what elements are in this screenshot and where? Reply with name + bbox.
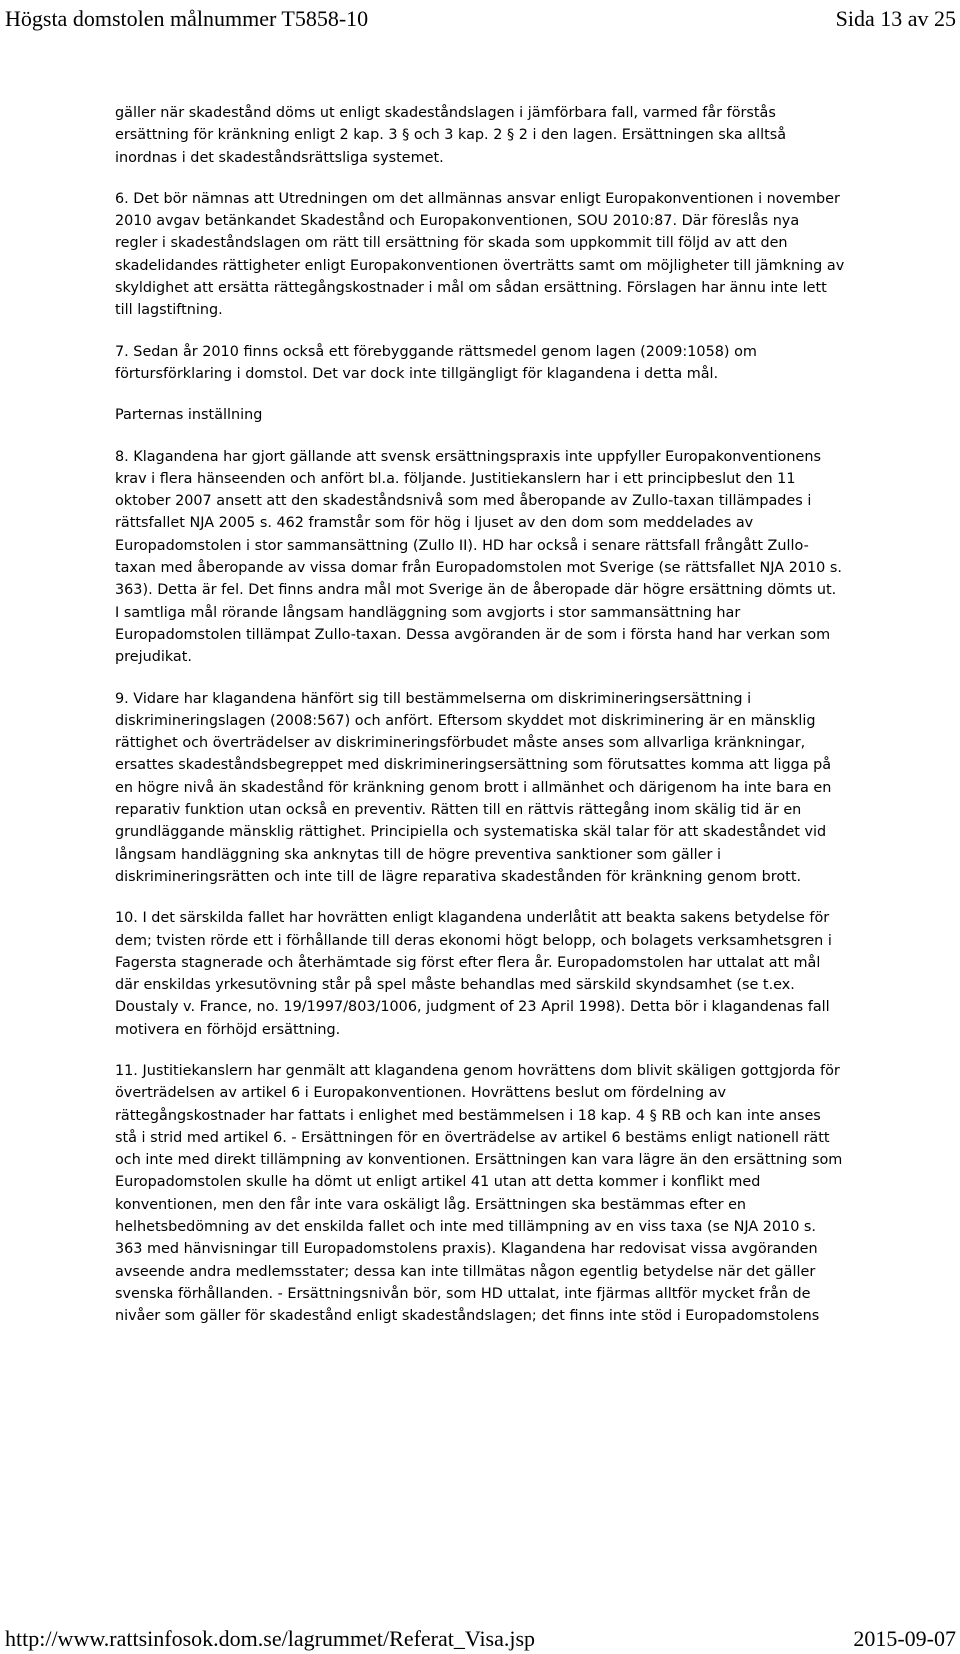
- paragraph-8: 8. Klagandena har gjort gällande att svensk ersättningspraxis inte uppfyller Europakonventionens krav i flera hänseenden och anfört bl.a. följande. Justitiekanslern har i ett principbeslut den 11 oktober 2007 ansett att den skadeståndsnivå som med åberopande av Zullo-taxan tillämpades i rättsfallet NJA 2005 s. 462 framstår som för hög i ljuset av den dom som meddelades av Europadomstolen i stor sammansättning (Zullo II). HD har också i senare rättsfall frångått Zullo-taxan med åberopande av vissa domar från Europadomstolen mot Sverige (se rättsfallet NJA 2010 s. 363). Detta är fel. Det finns andra mål mot Sverige än de åberopade där högre ersättning dömts ut. I samtliga mål rörande långsam handläggning som avgjorts i stor sammansättning har Europadomstolen tillämpat Zullo-taxan. Dessa avgöranden är de som i första hand har verkan som prejudikat.: [115, 448, 842, 666]
- paragraph-6: 6. Det bör nämnas att Utredningen om det allmännas ansvar enligt Europakonventionen i november 2010 avgav betänkandet Skadestånd och Europakonventionen, SOU 2010:87. Där föreslås nya regler i skadeståndslagen om rätt till ersättning för skada som uppkommit till följd av att den skadelidandes rättigheter enligt Europakonventionen överträtts samt om möjligheter till jämkning av skyldighet att ersätta rättegångskostnader i mål om sådan ersättning. Förslagen har ännu inte lett till lagstiftning.: [115, 190, 845, 319]
- document-title: Högsta domstolen målnummer T5858-10: [5, 6, 369, 31]
- page-indicator: Sida 13 av 25: [835, 6, 956, 31]
- paragraph-10: 10. I det särskilda fallet har hovrätten enligt klagandena underlåtit att beakta sakens betydelse för dem; tvisten rörde ett i förhållande till deras ekonomi högt belopp, och bolagets verksamhetsgren i Fagersta stagnerade och återhämtade sig först efter flera år. Europadomstolen har uttalat att mål där enskildas yrkesutövning står på spel måste behandlas med särskild skyndsamhet (se t.ex. Doustaly v. France, no. 19/1997/803/1006, judgment of 23 April 1998). Detta bör i klagandenas fall motivera en förhöjd ersättning.: [115, 910, 832, 1038]
- paragraph-continuation: gäller när skadestånd döms ut enligt skadeståndslagen i jämförbara fall, varmed får förstås ersättning för kränkning enligt 2 kap. 3 § och 3 kap. 2 § 2 i den lagen. Ersättningen ska alltså inordnas i det skadeståndsrättsliga systemet.: [115, 105, 787, 166]
- page-body: [115, 102, 845, 1347]
- section-heading: Parternas inställning: [115, 407, 263, 424]
- page-header: [0, 0, 960, 44]
- paragraph-7: 7. Sedan år 2010 finns också ett förebyggande rättsmedel genom lagen (2009:1058) om förtursförklaring i domstol. Det var dock inte tillgängligt för klagandena i detta mål.: [115, 343, 757, 382]
- paragraph-9: 9. Vidare har klagandena hänfört sig till bestämmelserna om diskrimineringsersättning i diskrimineringslagen (2008:567) och anfört. Eftersom skyddet mot diskriminering är en mänsklig rättighet och överträdelser av diskrimineringsförbudet måste anses som allvarliga kränkningar, ersattes skadeståndsbegreppet med diskrimineringsersättning som förutsattes komma att ligga på en högre nivå än skadestånd för kränkning genom brott i allmänhet och därigenom ha inte bara en reparativ funktion utan också en preventiv. Rätten till en rättvis rättegång inom skälig tid är en grundläggande mänsklig rättighet. Principiella och systematiska skäl talar för att skadeståndet vid långsam handläggning ska anknytas till de högre preventiva sanktioner som gäller i diskrimineringsrätten och inte till de lägre reparativa skadestånden för kränkning genom brott.: [115, 690, 832, 885]
- footer-date: 2015-09-07: [853, 1626, 956, 1651]
- footer-url: http://www.rattsinfosok.dom.se/lagrummet/Referat_Visa.jsp: [5, 1626, 536, 1651]
- paragraph-11: 11. Justitiekanslern har genmält att klagandena genom hovrättens dom blivit skäligen gottgjorda för överträdelsen av artikel 6 i Europakonventionen. Hovrättens beslut om fördelning av rättegångskostnader har fattats i enlighet med bestämmelsen i 18 kap. 4 § RB och kan inte anses stå i strid med artikel 6. - Ersättningen för en överträdelse av artikel 6 bestäms enligt nationell rätt och inte med direkt tillämpning av konventionen. Ersättningen kan vara lägre än den ersättning som Europadomstolen skulle ha dömt ut enligt artikel 41 utan att detta kommer i konflikt med konventionen, men den får inte vara oskäligt låg. Ersättningen ska bestämmas efter en helhetsbedömning av det enskilda fallet och inte med tillämpning av en viss taxa (se NJA 2010 s. 363 med hänvisningar till Europadomstolens praxis). Klagandena har redovisat vissa avgöranden avseende andra medlemsstater; dessa kan inte tillmätas någon egentlig betydelse när det gäller svenska förhållanden. - Ersättningsnivån bör, som HD uttalat, inte fjärmas alltför mycket från de nivåer som gäller för skadestånd enligt skadeståndslagen; det finns inte stöd i Europadomstolens: [115, 1062, 843, 1325]
- page-footer: [0, 1626, 960, 1654]
